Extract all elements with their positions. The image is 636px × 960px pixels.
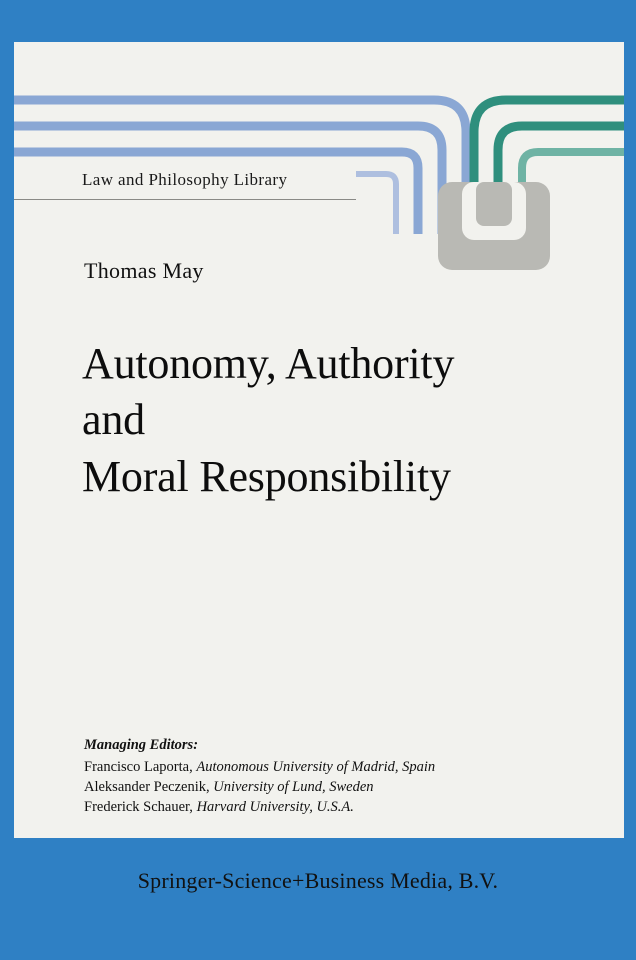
editor-affiliation-1: Autonomous University of Madrid, Spain bbox=[196, 759, 436, 775]
editor-affiliation-2: University of Lund, Sweden bbox=[213, 779, 374, 795]
title-line-1: Autonomy, Authority bbox=[82, 339, 455, 388]
managing-editors-block bbox=[84, 735, 554, 817]
cover-border-right bbox=[624, 0, 636, 960]
publisher-name: Springer-Science+Business Media, B.V. bbox=[137, 868, 499, 893]
editor-affiliation-3: Harvard University, U.S.A. bbox=[196, 799, 354, 815]
title-line-3: Moral Responsibility bbox=[82, 451, 451, 501]
book-title bbox=[82, 336, 602, 505]
cover-border-top bbox=[0, 0, 636, 42]
editor-row-3 bbox=[84, 797, 554, 817]
editor-name-2: Aleksander Peczenik, bbox=[84, 779, 214, 795]
series-band bbox=[14, 160, 356, 200]
editor-name-1: Francisco Laporta, bbox=[84, 759, 197, 775]
cover-border-bottom bbox=[0, 838, 636, 960]
editor-row-2 bbox=[84, 777, 554, 797]
author-name: Thomas May bbox=[84, 258, 204, 283]
managing-editors-heading: Managing Editors: bbox=[84, 737, 199, 753]
cover-border-left bbox=[0, 0, 14, 960]
editor-row-1 bbox=[84, 757, 554, 777]
title-line-2: and bbox=[82, 395, 145, 445]
series-title: Law and Philosophy Library bbox=[82, 170, 288, 189]
editor-name-3: Frederick Schauer, bbox=[84, 799, 197, 815]
series-rule-bottom bbox=[14, 199, 356, 200]
